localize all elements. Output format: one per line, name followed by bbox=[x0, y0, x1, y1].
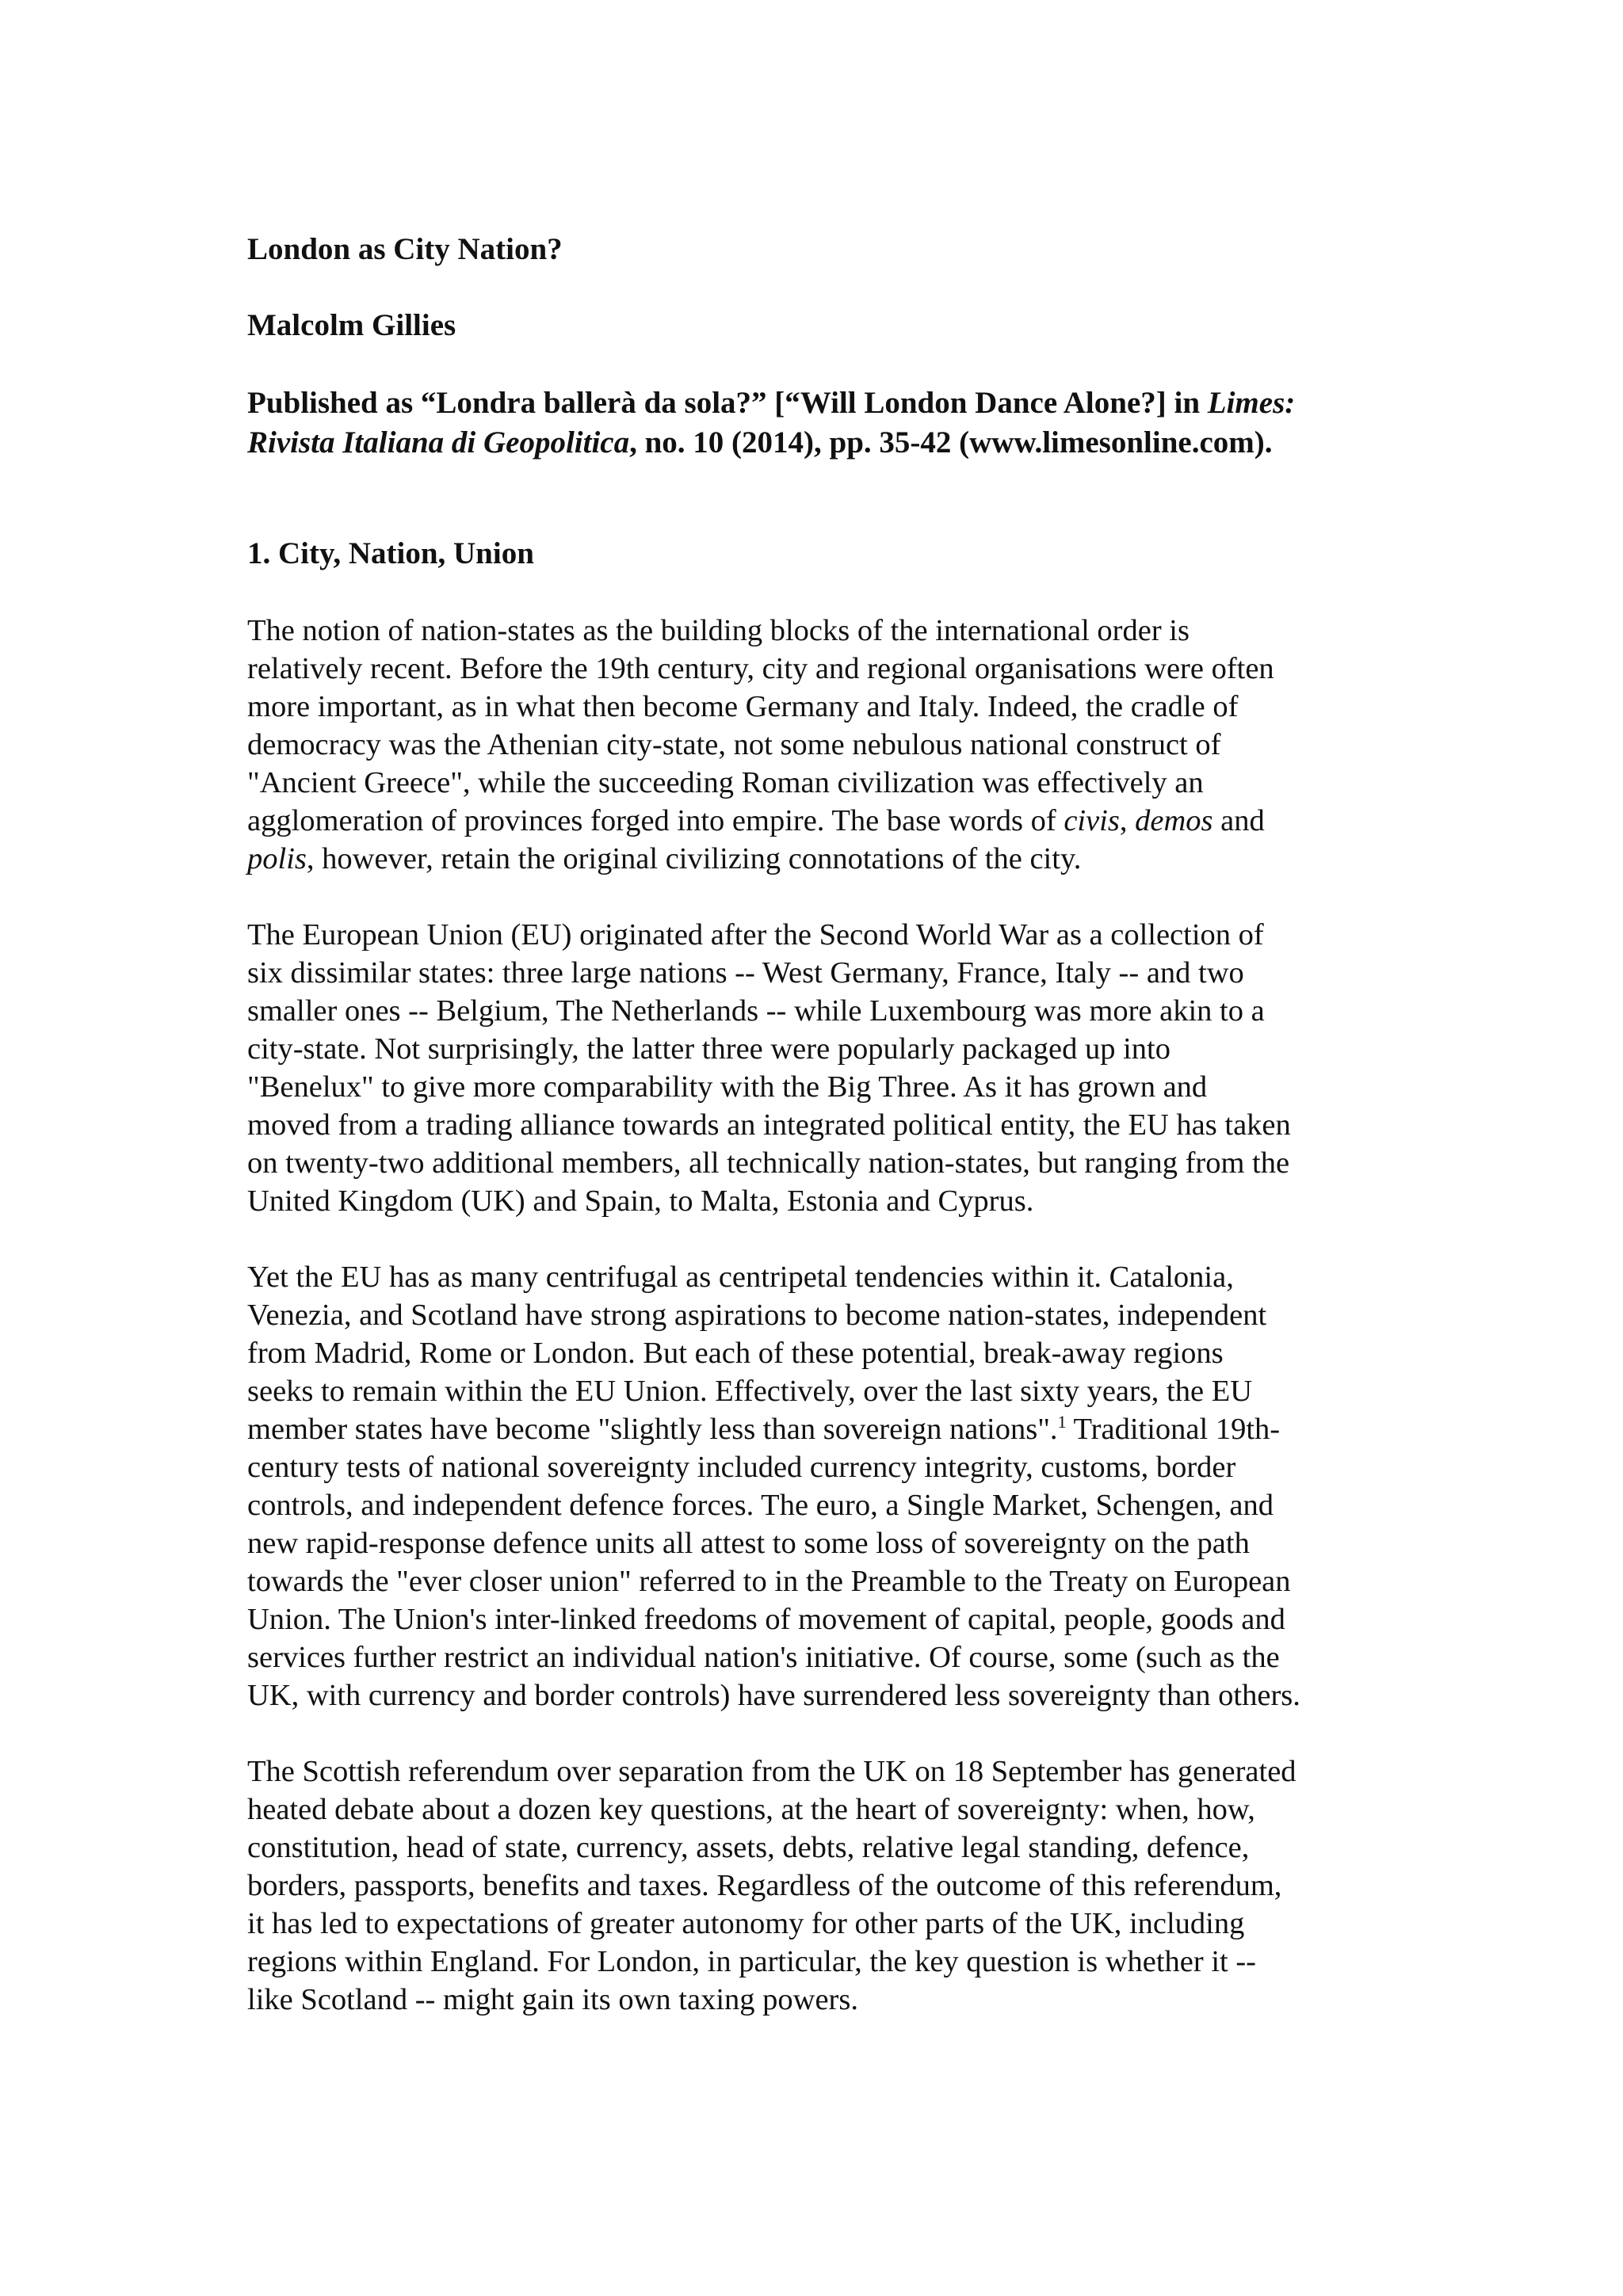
paragraph-line bbox=[247, 802, 1468, 840]
italic-word-demos: demos bbox=[1135, 804, 1213, 837]
publication-note-line-1 bbox=[247, 383, 1484, 423]
publication-details: , no. 10 (2014), pp. 35-42 (www.limesonline.com). bbox=[629, 425, 1273, 460]
publication-note bbox=[247, 383, 1484, 463]
paragraph-line: on twenty-two additional members, all technically nation-states, but ranging from the bbox=[247, 1146, 1290, 1180]
paragraph-line: towards the "ever closer union" referred to in the Preamble to the Treaty on European bbox=[247, 1565, 1291, 1598]
document-title: London as City Nation? bbox=[247, 232, 563, 266]
paragraph-line: United Kingdom (UK) and Spain, to Malta, Estonia and Cyprus. bbox=[247, 1184, 1034, 1218]
text-run: , bbox=[1119, 804, 1136, 837]
paragraph-2 bbox=[247, 916, 1468, 1220]
paragraph-line: The European Union (EU) originated after the Second World War as a collection of bbox=[247, 918, 1264, 952]
publication-journal-name-part2: Rivista Italiana di Geopolitica bbox=[247, 425, 630, 460]
publication-prefix: Published as “Londra ballerà da sola?” [“Will London Dance Alone?] in bbox=[247, 386, 1208, 420]
paragraph-line: UK, with currency and border controls) have surrendered less sovereignty than others. bbox=[247, 1679, 1300, 1712]
paragraph-line: smaller ones -- Belgium, The Netherlands -- while Luxembourg was more akin to a bbox=[247, 994, 1265, 1028]
text-run: and bbox=[1212, 804, 1265, 837]
document-author: Malcolm Gillies bbox=[247, 308, 456, 342]
paragraph-line: controls, and independent defence forces. The euro, a Single Market, Schengen, and bbox=[247, 1489, 1274, 1522]
footnote-marker: 1 bbox=[1057, 1412, 1067, 1432]
paragraph-line: constitution, head of state, currency, assets, debts, relative legal standing, defence, bbox=[247, 1831, 1250, 1864]
paragraph-line: like Scotland -- might gain its own taxing powers. bbox=[247, 1983, 858, 2016]
paragraph-line: borders, passports, benefits and taxes. Regardless of the outcome of this referendum, bbox=[247, 1869, 1282, 1902]
paragraph-line: from Madrid, Rome or London. But each of these potential, break-away regions bbox=[247, 1337, 1224, 1370]
text-run: , however, retain the original civilizing connotations of the city. bbox=[306, 842, 1082, 875]
paragraph-4 bbox=[247, 1753, 1468, 2019]
paragraph-3 bbox=[247, 1258, 1468, 1714]
paragraph-line: Yet the EU has as many centrifugal as centripetal tendencies within it. Catalonia, bbox=[247, 1261, 1234, 1294]
paragraph-line: democracy was the Athenian city-state, not some nebulous national construct of bbox=[247, 728, 1221, 761]
paragraph-line bbox=[247, 840, 1468, 878]
paragraph-line: century tests of national sovereignty included currency integrity, customs, border bbox=[247, 1451, 1236, 1484]
publication-note-line-2 bbox=[247, 423, 1484, 463]
paragraph-line: "Ancient Greece", while the succeeding Roman civilization was effectively an bbox=[247, 766, 1204, 799]
paragraph-line: regions within England. For London, in particular, the key question is whether it -- bbox=[247, 1945, 1256, 1978]
italic-word-polis: polis bbox=[247, 842, 307, 875]
paragraph-line: The Scottish referendum over separation from the UK on 18 September has generated bbox=[247, 1755, 1296, 1788]
paragraph-line: new rapid-response defence units all attest to some loss of sovereignty on the path bbox=[247, 1527, 1250, 1560]
text-run: Traditional 19th- bbox=[1066, 1413, 1281, 1446]
paragraph-line: heated debate about a dozen key questions, at the heart of sovereignty: when, how, bbox=[247, 1793, 1255, 1826]
paragraph-line: "Benelux" to give more comparability with the Big Three. As it has grown and bbox=[247, 1070, 1208, 1104]
paragraph-line: The notion of nation-states as the building blocks of the international order is bbox=[247, 614, 1190, 647]
publication-journal-name-part1: Limes: bbox=[1207, 386, 1296, 420]
paragraph-line: Venezia, and Scotland have strong aspirations to become nation-states, independent bbox=[247, 1299, 1267, 1332]
paragraph-line: Union. The Union's inter-linked freedoms of movement of capital, people, goods and bbox=[247, 1603, 1285, 1636]
paragraph-line: seeks to remain within the EU Union. Effectively, over the last sixty years, the EU bbox=[247, 1375, 1253, 1408]
paragraph-line: it has led to expectations of greater autonomy for other parts of the UK, including bbox=[247, 1907, 1245, 1940]
paragraph-line: more important, as in what then become Germany and Italy. Indeed, the cradle of bbox=[247, 690, 1239, 723]
paragraph-line bbox=[247, 1410, 1468, 1448]
paragraph-line: relatively recent. Before the 19th century, city and regional organisations were often bbox=[247, 652, 1274, 685]
text-run: agglomeration of provinces forged into empire. The base words of bbox=[247, 804, 1064, 837]
text-run: member states have become "slightly less than sovereign nations". bbox=[247, 1413, 1058, 1446]
paragraph-line: services further restrict an individual nation's initiative. Of course, some (such as the bbox=[247, 1641, 1280, 1674]
paragraph-line: six dissimilar states: three large nations -- West Germany, France, Italy -- and two bbox=[247, 956, 1244, 990]
paragraph-line: city-state. Not surprisingly, the latter three were popularly packaged up into bbox=[247, 1032, 1170, 1066]
paragraph-1 bbox=[247, 612, 1468, 878]
paragraph-line: moved from a trading alliance towards an integrated political entity, the EU has taken bbox=[247, 1108, 1291, 1142]
section-heading: 1. City, Nation, Union bbox=[247, 536, 534, 570]
italic-word-civis: civis bbox=[1064, 804, 1120, 837]
